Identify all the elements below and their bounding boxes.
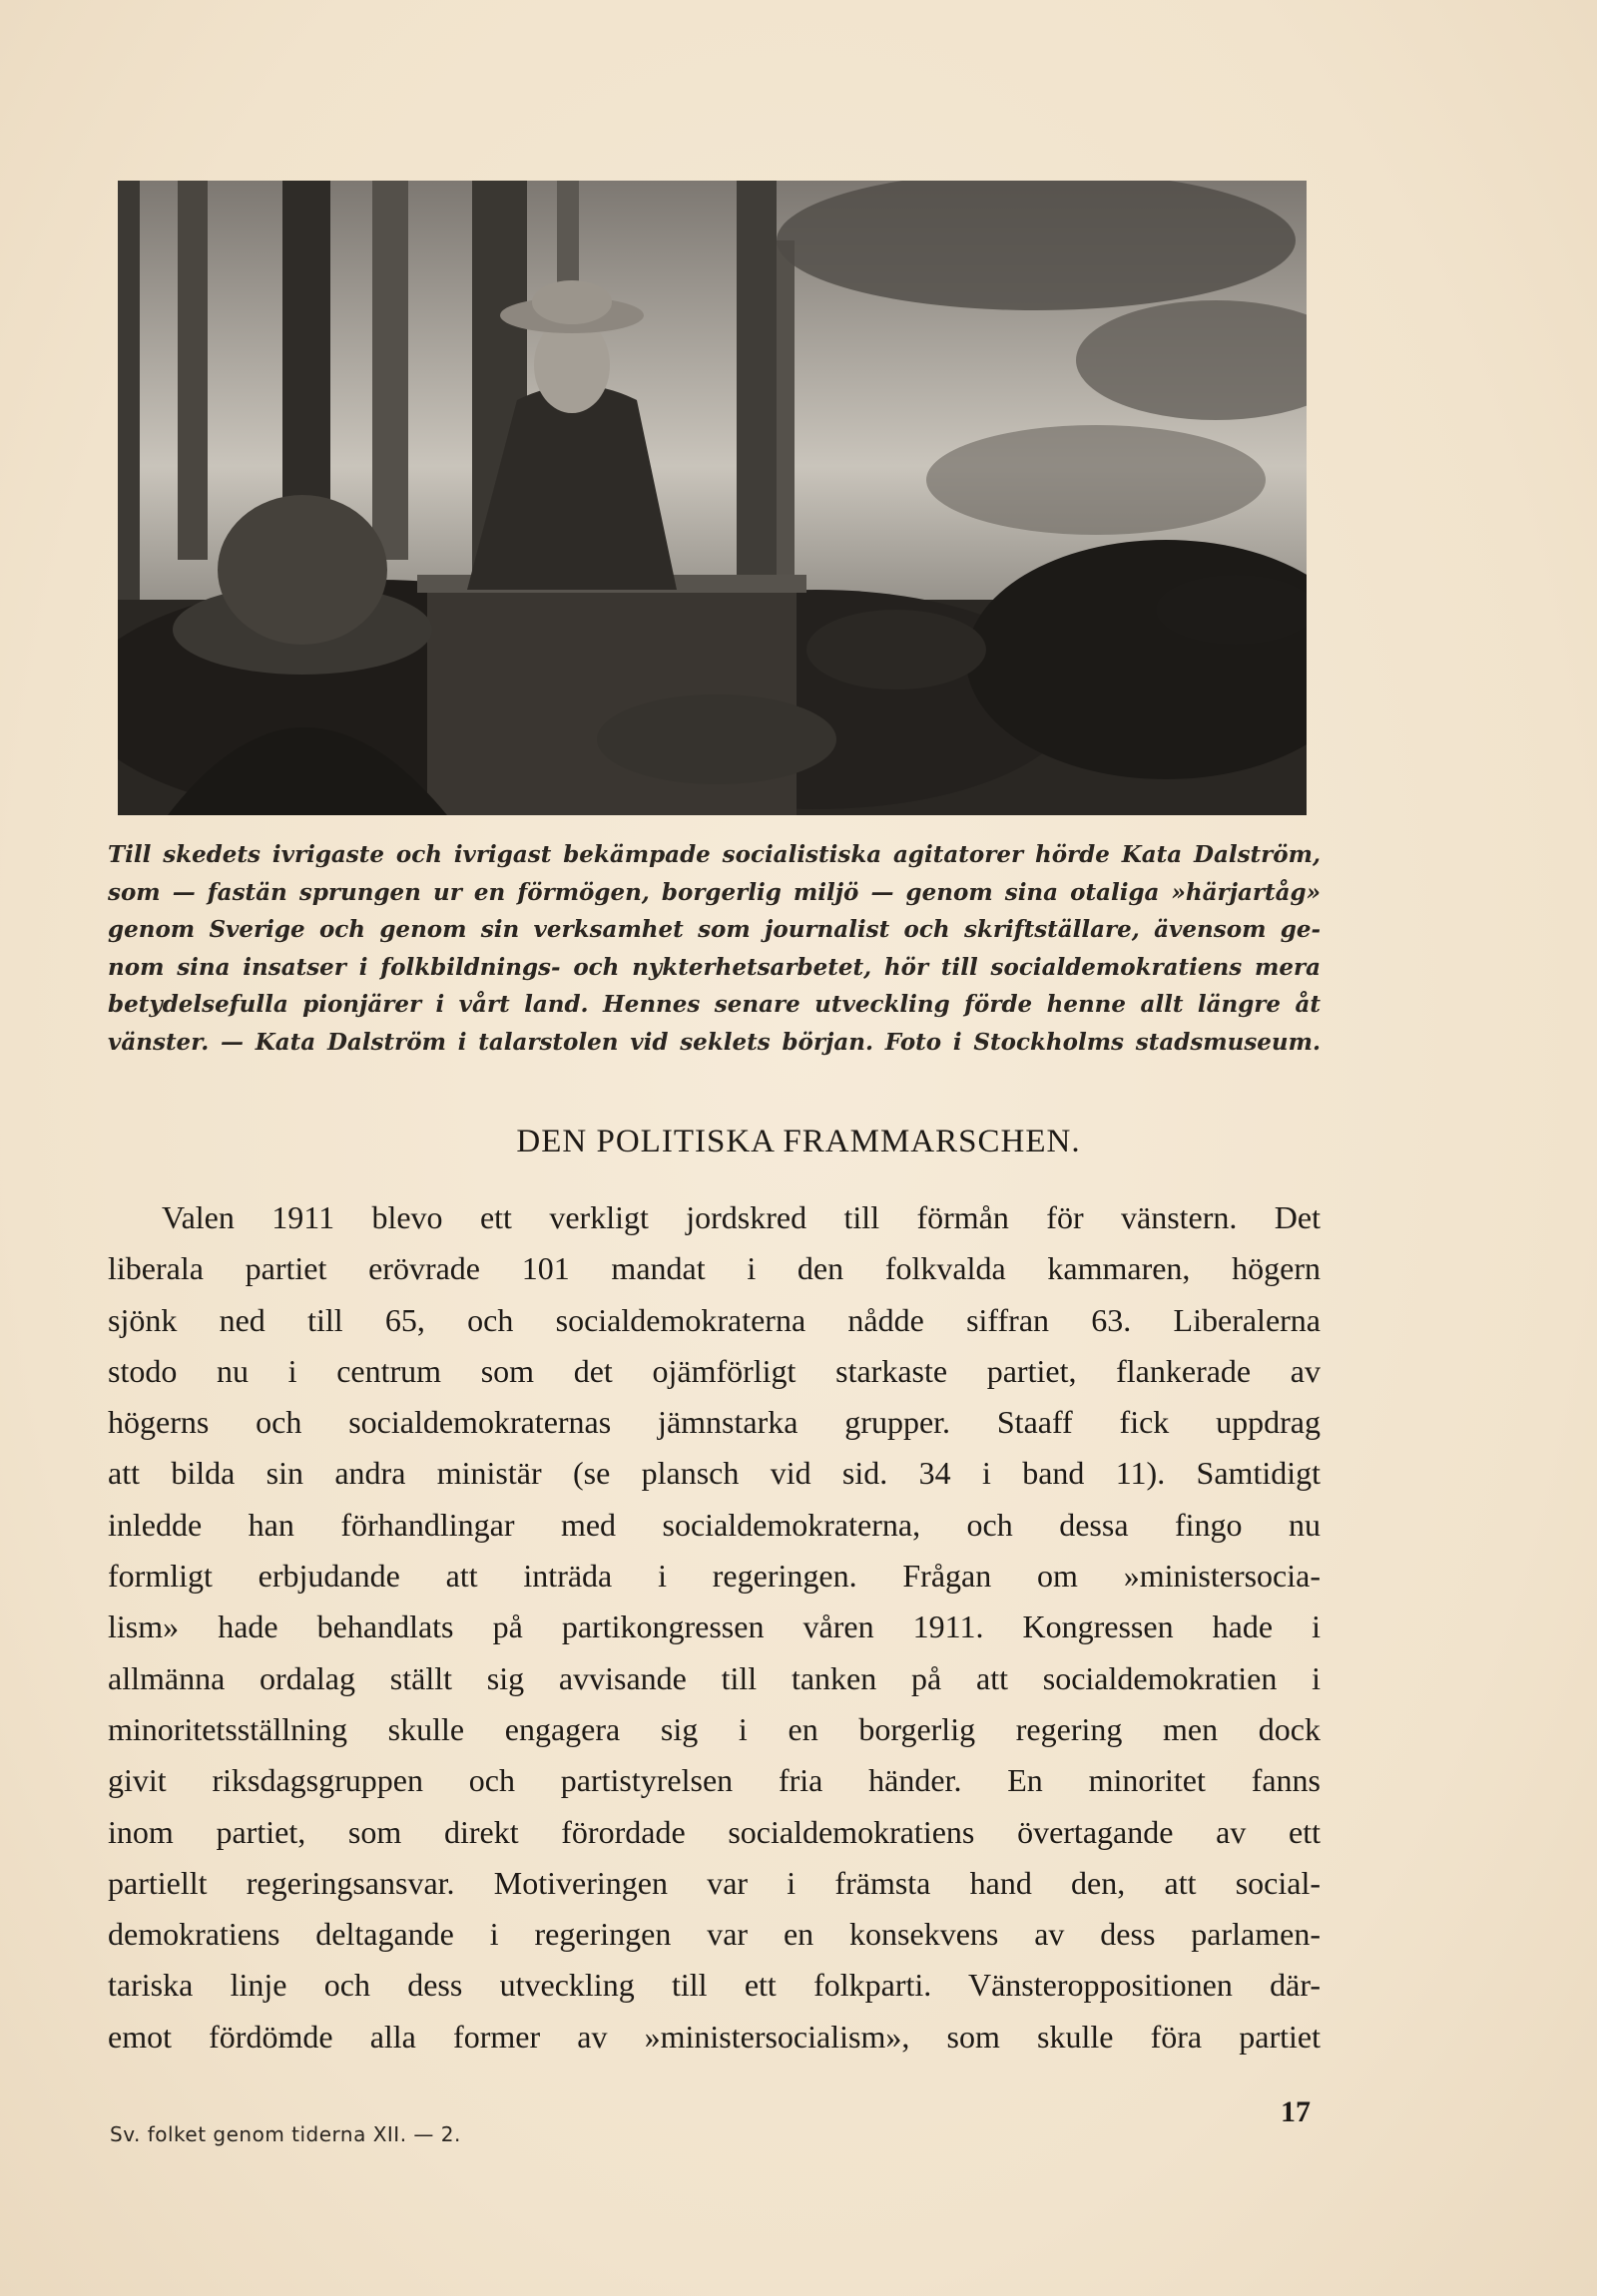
body-line: demokratiens deltagande i regeringen var en konsekvens av dess parlamen- — [108, 1916, 1321, 1953]
section-heading: DEN POLITISKA FRAMMARSCHEN. — [516, 1124, 1081, 1159]
caption-line: betydelsefulla pionjärer i vårt land. Hennes senare utveckling förde henne allt längre åt — [108, 991, 1321, 1018]
body-line: allmänna ordalag ställt sig avvisande till tanken på att socialdemokratien i — [108, 1659, 1321, 1696]
body-line: minoritetsställning skulle engagera sig i en borgerlig regering men dock — [108, 1710, 1321, 1747]
body-line: givit riksdagsgruppen och partistyrelsen fria händer. En minoritet fanns — [108, 1762, 1321, 1799]
body-line: stodo nu i centrum som det ojämförligt starkaste partiet, flankerade av — [108, 1352, 1321, 1389]
caption-line: Till skedets ivrigaste och ivrigast bekämpade socialistiska agitatorer hörde Kata Dalström, — [108, 841, 1321, 868]
body-line: partiellt regeringsansvar. Motiveringen var i främsta hand den, att social- — [108, 1864, 1321, 1901]
body-line: tariska linje och dess utveckling till ett folkparti. Vänsteroppositionen där- — [108, 1967, 1321, 2004]
body-line: emot fördömde alla former av »ministersocialism», som skulle föra partiet — [108, 2018, 1321, 2055]
caption-line: vänster. — Kata Dalström i talarstolen vid seklets början. Foto i Stockholms stadsmuseum. — [108, 1028, 1321, 1056]
body-line: högerns och socialdemokraternas jämnstarka grupper. Staaff fick uppdrag — [108, 1404, 1321, 1441]
historical-photo — [118, 181, 1307, 815]
body-line: formligt erbjudande att inträda i regeringen. Frågan om »ministersocia- — [108, 1558, 1321, 1595]
body-line: liberala partiet erövrade 101 mandat i den folkvalda kammaren, högern — [108, 1250, 1321, 1287]
body-line: att bilda sin andra ministär (se plansch vid sid. 34 i band 11). Samtidigt — [108, 1455, 1321, 1492]
page-number: 17 — [1281, 2095, 1311, 2128]
photo-illustration — [118, 181, 1307, 815]
footer-signature: Sv. folket genom tiderna XII. — 2. — [110, 2122, 461, 2146]
caption-line: nom sina insatser i folkbildnings- och nykterhetsarbetet, hör till socialdemokratiens mera — [108, 953, 1321, 981]
body-line: sjönk ned till 65, och socialdemokraterna nådde siffran 63. Liberalerna — [108, 1301, 1321, 1338]
body-line: inom partiet, som direkt förordade socialdemokratiens övertagande av ett — [108, 1813, 1321, 1850]
caption-line: som — fastän sprungen ur en förmögen, borgerlig miljö — genom sina otaliga »härjartåg» — [108, 878, 1321, 906]
photo-caption — [108, 836, 1321, 1061]
body-line: lism» hade behandlats på partikongressen våren 1911. Kongressen hade i — [108, 1608, 1321, 1645]
caption-line: genom Sverige och genom sin verksamhet som journalist och skriftställare, ävensom ge- — [108, 916, 1321, 943]
body-line: Valen 1911 blevo ett verkligt jordskred till förmån för vänstern. Det — [162, 1199, 1321, 1235]
body-paragraph — [108, 1192, 1321, 2063]
body-line: inledde han förhandlingar med socialdemokraterna, och dessa fingo nu — [108, 1506, 1321, 1543]
